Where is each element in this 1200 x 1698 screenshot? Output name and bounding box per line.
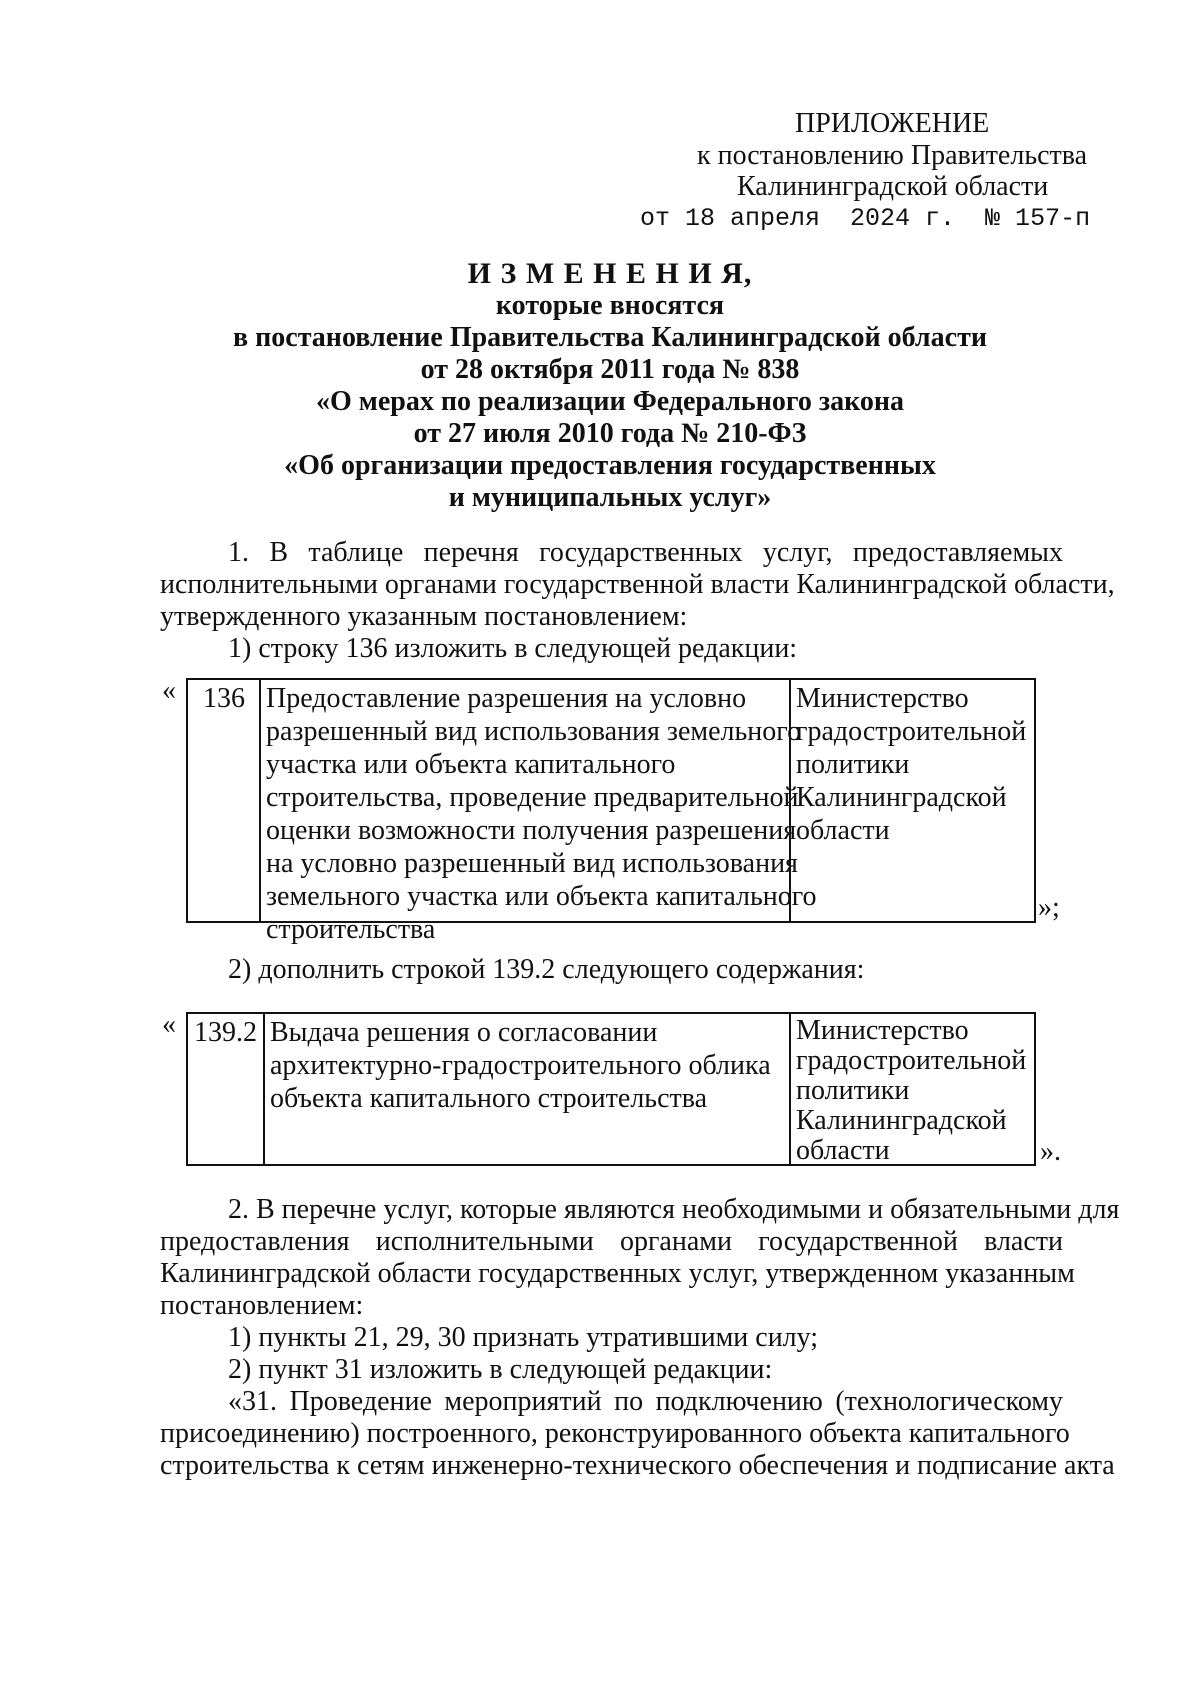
section1-item1: 1) строку 136 изложить в следующей редакции: [228,633,798,664]
table1 [186,678,1036,945]
section2-para-line1: «31. Проведение мероприятий по подключению (технологическому [228,1386,1063,1417]
heading-line4: от 28 октября 2011 года № 838 [420,354,800,385]
heading-line2: которые вносятся [495,290,725,321]
section1-line1: 1. В таблице перечня государственных услуг, предоставляемых [228,537,1063,568]
heading-line8: и муниципальных услуг» [448,482,772,513]
table2-close-quote: ». [1040,1136,1061,1167]
table1-agency: Министерство градостроительной политики Калининградской области [796,683,1027,846]
section2-line1: 2. В перечне услуг, которые являются необходимыми и обязательными для [228,1194,1120,1225]
heading-line7: «Об организации предоставления государственных [284,450,936,481]
section2-item1: 1) пункты 21, 29, 30 признать утратившими силу; [228,1322,819,1353]
appendix-date-line: от 18 апреля 2024 г. № 157-п [640,204,1091,233]
section2-para-line3: строительства к сетям инженерно-технического обеспечения и подписание акта [160,1450,1115,1481]
appendix-line2: Калининградской области [737,171,1049,202]
table1-close-quote: »; [1038,892,1060,923]
section1-line2: исполнительными органами государственной власти Калининградской области, [160,569,1115,600]
heading-changes: И З М Е Н Е Н И Я, [467,257,753,290]
section2-line3: Калининградской области государственных услуг, утвержденном указанным [160,1258,1075,1289]
section1-line3: утвержденного указанным постановлением: [160,601,688,632]
table2-agency: Министерство градостроительной политики Калининградской области [796,1015,1027,1166]
table1-service-name: Предоставление разрешения на условно разрешенный вид использования земельного участка или объекта капитального строительства, проведение предварительной оценки возможности получения разрешения на условно разрешенный вид использования земельного участка или объекта капитального строительства [266,683,817,945]
table2-open-quote: « [162,1009,176,1040]
appendix-line1: к постановлению Правительства [697,140,1088,171]
table1-open-quote: « [162,675,176,706]
section2-item2: 2) пункт 31 изложить в следующей редакции: [228,1354,773,1385]
section2-line2: предоставления исполнительными органами государственной власти [160,1226,1063,1257]
table2-row-number: 139.2 [194,1017,257,1048]
section2-para-line2: присоединению) построенного, реконструированного объекта капитального [160,1418,1070,1449]
section2-line4: постановлением: [160,1290,364,1321]
section1-item2: 2) дополнить строкой 139.2 следующего содержания: [228,954,865,985]
heading-line6: от 27 июля 2010 года № 210-ФЗ [413,418,807,449]
heading-line5: «О мерах по реализации Федерального закона [315,386,905,417]
table2 [186,1012,1036,1166]
appendix-title: ПРИЛОЖЕНИЕ [795,108,990,139]
table1-row-number: 136 [203,683,245,714]
table2-service-name: Выдача решения о согласовании архитектурно-градостроительного облика объекта капитального строительства [270,1017,771,1114]
heading-line3: в постановление Правительства Калининградской области [233,322,987,353]
